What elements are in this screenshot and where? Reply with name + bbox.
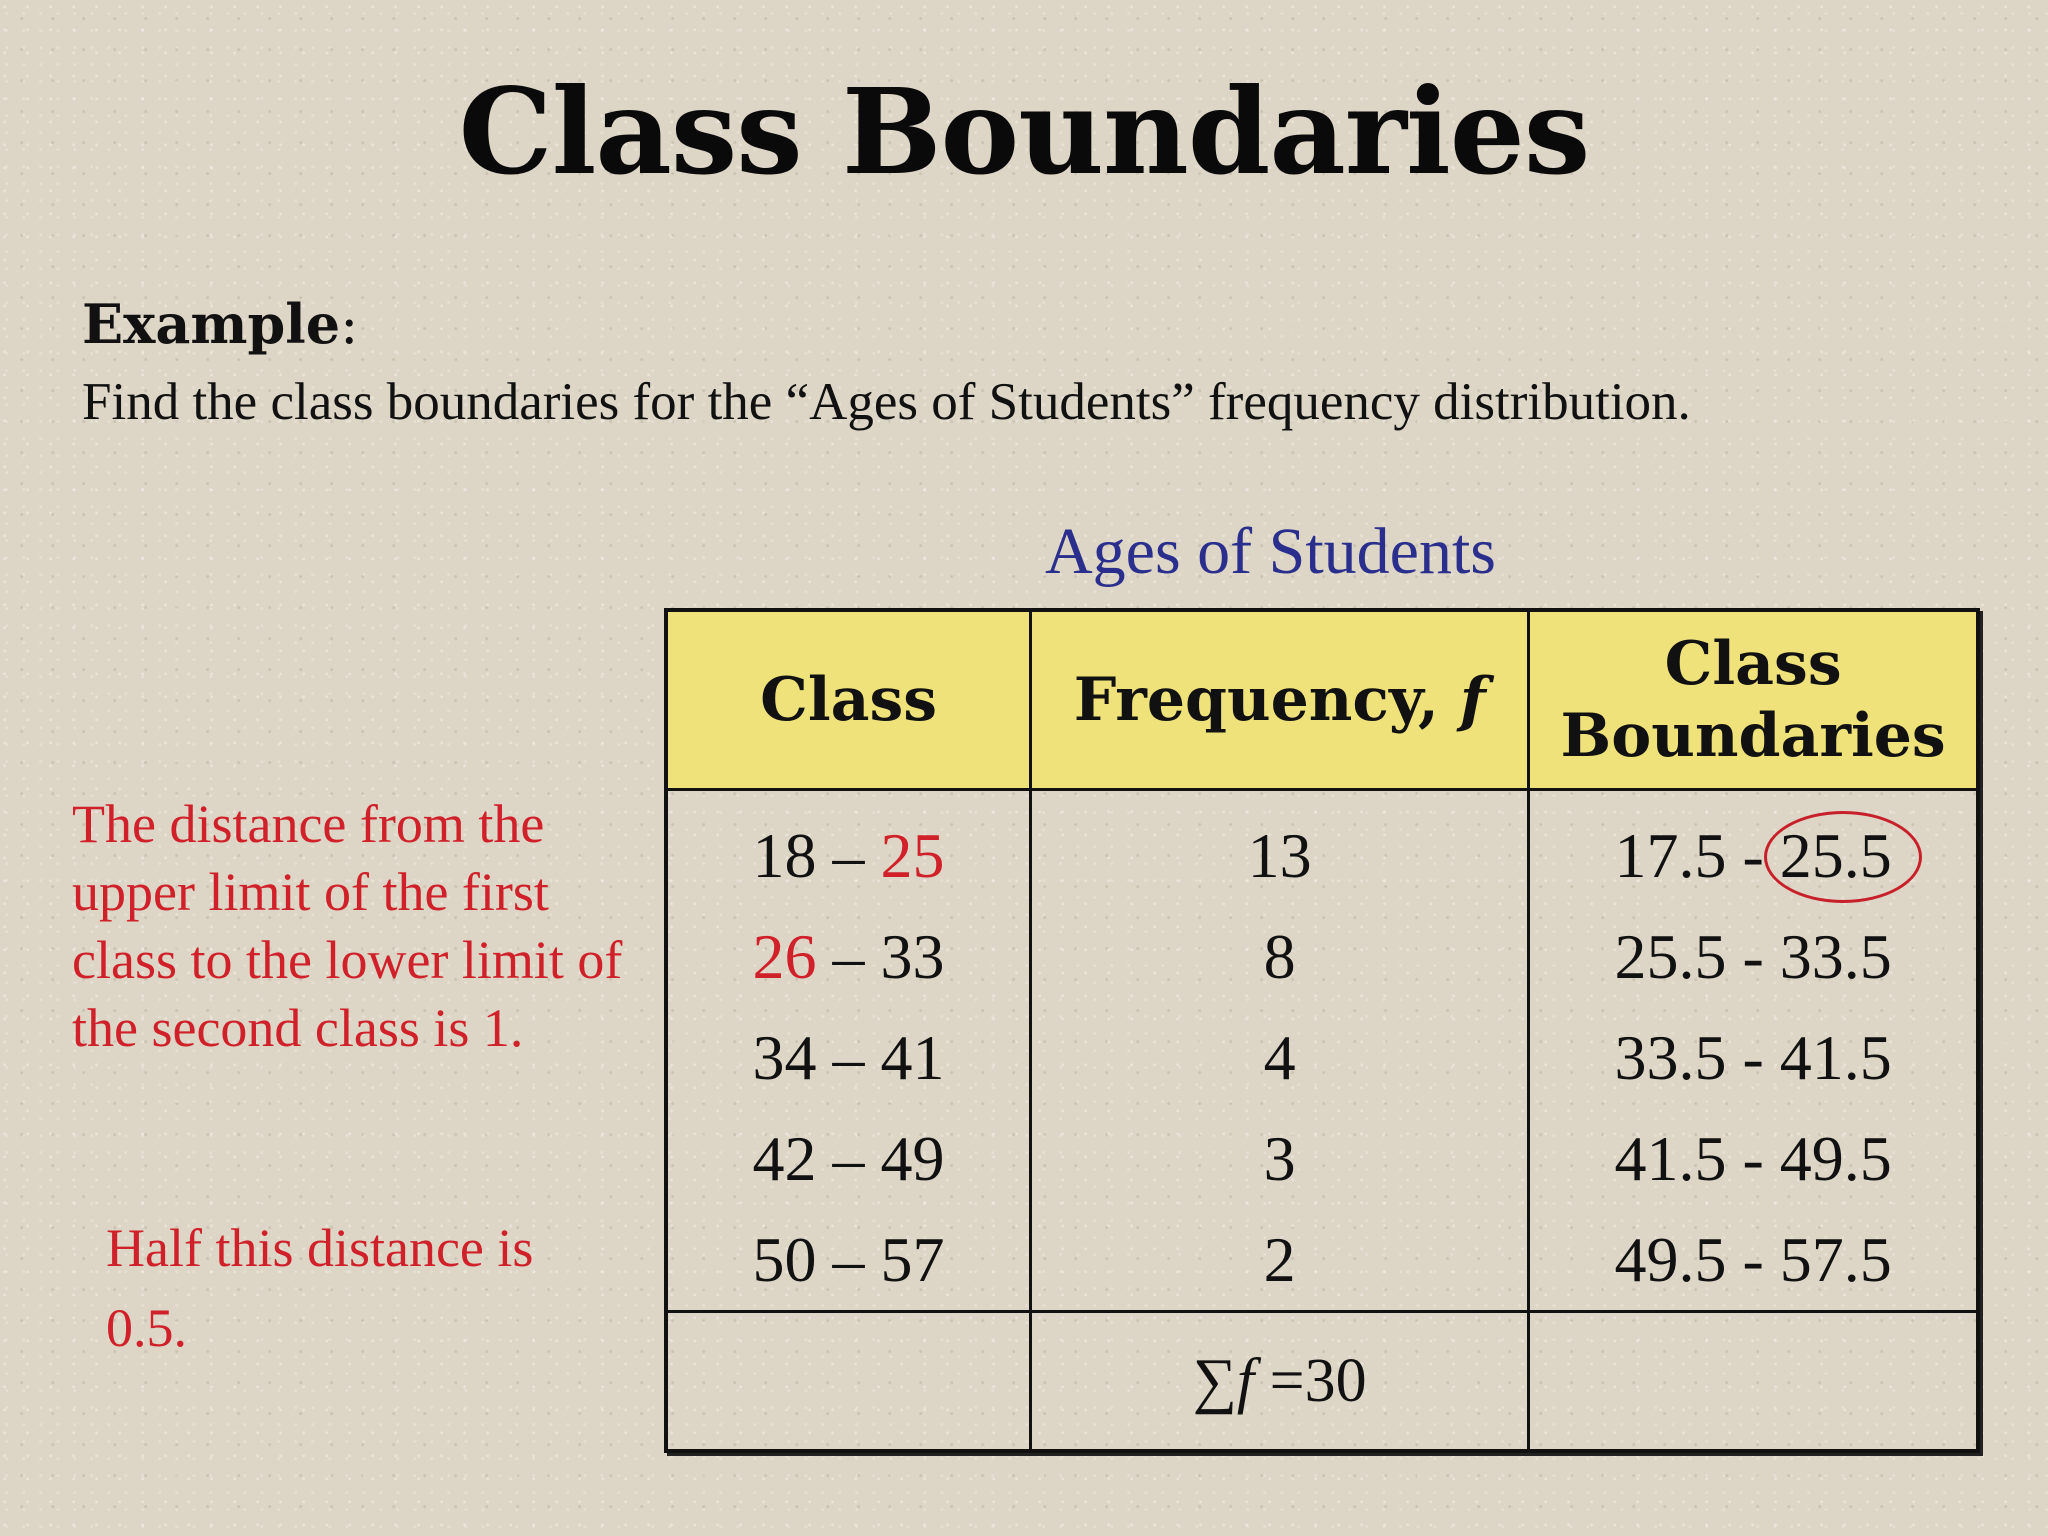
- cell-frequency: 8: [1031, 906, 1529, 1007]
- circle-annotation: [1764, 811, 1922, 903]
- class-separator: –: [832, 1223, 865, 1295]
- class-separator: –: [832, 819, 865, 891]
- cell-frequency: 3: [1031, 1108, 1529, 1209]
- class-separator: –: [832, 1122, 865, 1194]
- class-lower-limit: 18: [752, 819, 817, 891]
- cell-frequency: 4: [1031, 1007, 1529, 1108]
- cell-class: [666, 906, 1031, 1007]
- table-row: [666, 906, 1978, 1007]
- cell-boundaries: 25.5 - 33.5: [1529, 906, 1978, 1007]
- class-separator: –: [832, 920, 865, 992]
- table-row: [666, 1209, 1978, 1312]
- header-frequency-label: Frequency,: [1073, 665, 1439, 735]
- table-header-row: [666, 610, 1978, 790]
- note-distance: The distance from the upper limit of the first class to the lower limit of the second class is 1.: [72, 794, 623, 1058]
- header-frequency-symbol: f: [1459, 665, 1486, 735]
- class-lower-limit: 50: [752, 1223, 817, 1295]
- example-text: Find the class boundaries for the “Ages of Students” frequency distribution.: [82, 373, 1691, 431]
- sum-value: =30: [1269, 1346, 1367, 1415]
- table-total-row: [666, 1312, 1978, 1452]
- example-label: [82, 292, 358, 356]
- class-lower-limit-highlighted: 26: [752, 920, 817, 992]
- header-boundaries-line2: Boundaries: [1560, 701, 1946, 771]
- slide-title: Class Boundaries: [458, 62, 1590, 201]
- header-class-boundaries: [1529, 610, 1978, 790]
- cell-boundaries: 33.5 - 41.5: [1529, 1007, 1978, 1108]
- class-upper-limit-highlighted: 25: [880, 819, 945, 891]
- frequency-table: [664, 608, 1980, 1453]
- cell-boundaries: [1529, 790, 1978, 907]
- class-separator: –: [832, 1021, 865, 1093]
- boundary-separator: -: [1742, 819, 1764, 891]
- table-row: [666, 790, 1978, 907]
- boundary-lower: 17.5: [1614, 819, 1727, 891]
- cell-total-empty: [1529, 1312, 1978, 1452]
- class-upper-limit: 49: [880, 1122, 945, 1194]
- table-row: [666, 1108, 1978, 1209]
- cell-class: [666, 1209, 1031, 1312]
- example-label-text: Example: [82, 292, 341, 356]
- cell-class: [666, 790, 1031, 907]
- cell-frequency-sum: [1031, 1312, 1529, 1452]
- sigma-symbol: ∑: [1192, 1346, 1237, 1415]
- circled-boundary: [1780, 819, 1892, 893]
- example-label-colon: :: [340, 293, 359, 356]
- sum-frequency-symbol: f: [1236, 1346, 1255, 1415]
- cell-class: [666, 1108, 1031, 1209]
- header-boundaries-line1: Class: [1664, 629, 1842, 699]
- class-lower-limit: 42: [752, 1122, 817, 1194]
- header-class: Class: [666, 610, 1031, 790]
- note-half-distance: Half this distance is 0.5.: [106, 1218, 534, 1358]
- class-lower-limit: 34: [752, 1021, 817, 1093]
- table-row: [666, 1007, 1978, 1108]
- cell-boundaries: 41.5 - 49.5: [1529, 1108, 1978, 1209]
- table-caption: Ages of Students: [1045, 515, 1496, 588]
- class-upper-limit: 41: [880, 1021, 945, 1093]
- cell-frequency: 2: [1031, 1209, 1529, 1312]
- class-upper-limit: 57: [880, 1223, 945, 1295]
- cell-frequency: 13: [1031, 790, 1529, 907]
- cell-class: [666, 1007, 1031, 1108]
- boundary-upper-circled: 25.5: [1779, 819, 1892, 891]
- cell-total-empty: [666, 1312, 1031, 1452]
- cell-boundaries: 49.5 - 57.5: [1529, 1209, 1978, 1312]
- header-frequency: [1031, 610, 1529, 790]
- class-upper-limit: 33: [880, 920, 945, 992]
